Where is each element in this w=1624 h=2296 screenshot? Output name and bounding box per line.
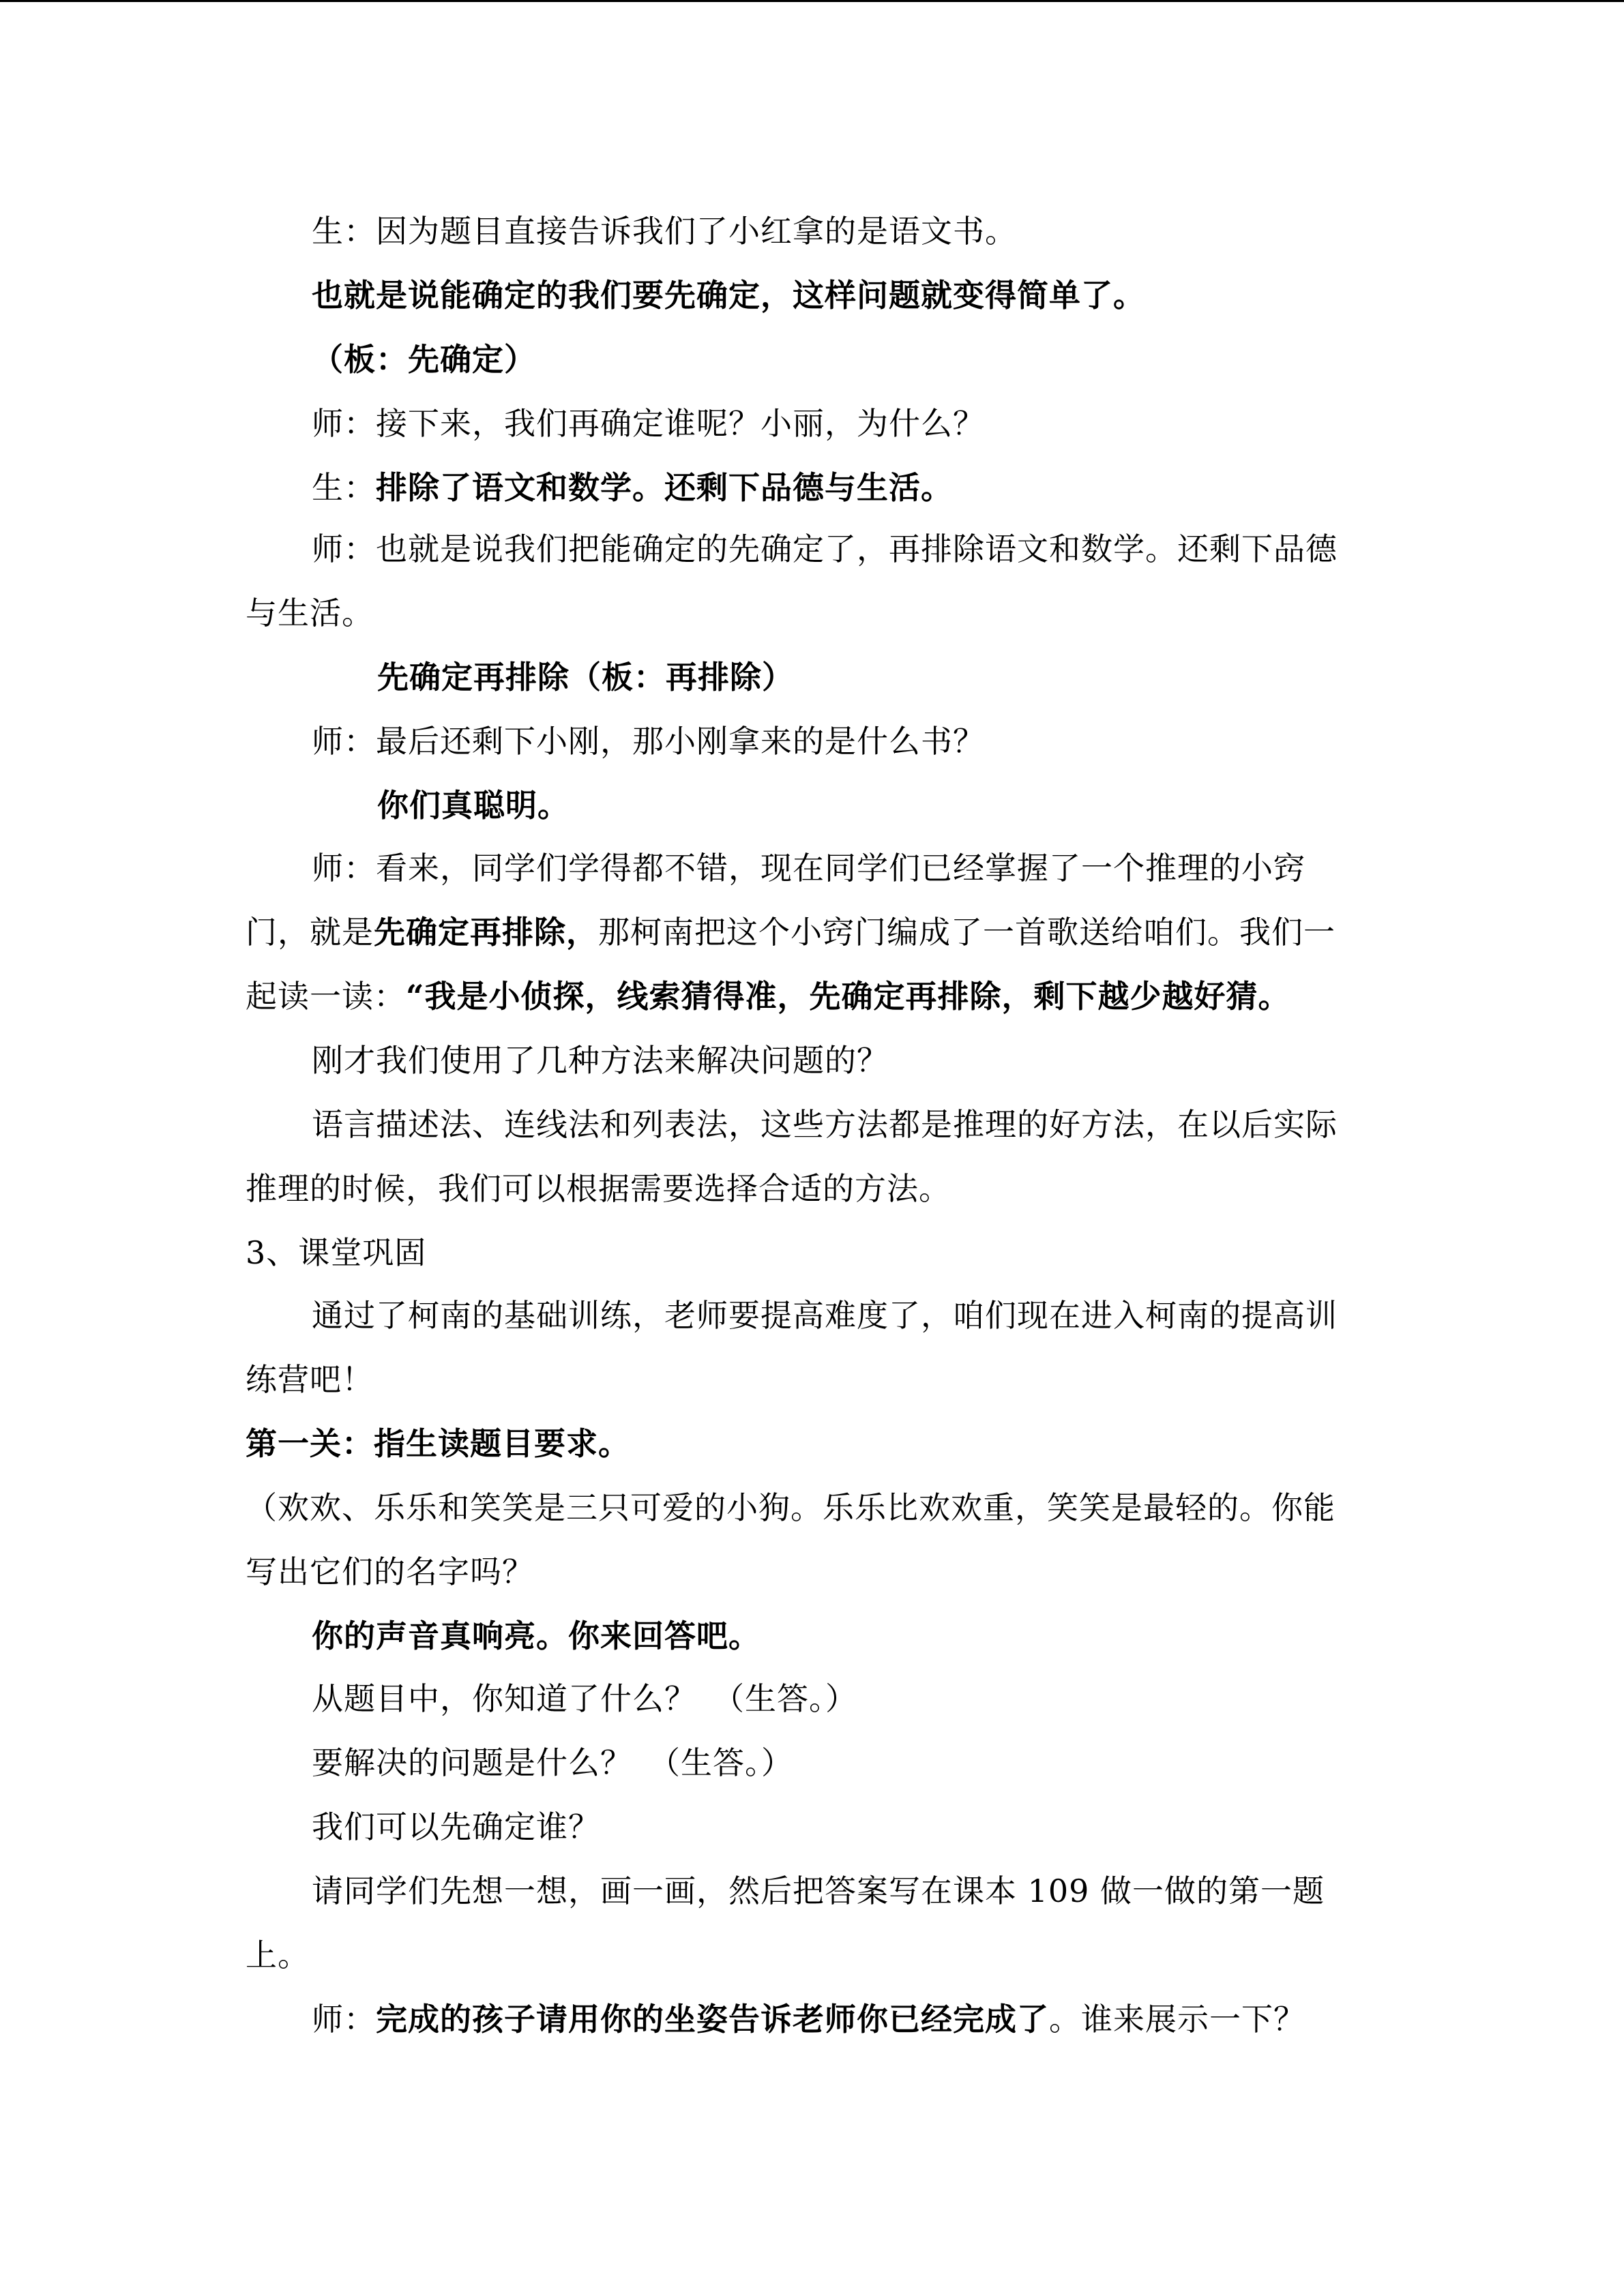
line-text-bold: 完成的孩子请用你的坐姿告诉老师你已经完成了 (376, 2001, 1049, 2038)
text-line-16 (246, 1168, 951, 1209)
line-text: 你们真聪明。 (377, 787, 570, 824)
line-text: 第一关：指生读题目要求。 (246, 1425, 630, 1462)
text-line-6 (312, 528, 1338, 569)
line-text-bold: “我是小侦探，线索猜得准，先确定再排除，剩下越少越好猜。 (406, 978, 1290, 1015)
line-text: 刚才我们使用了几种方法来解决问题的？ (312, 1042, 889, 1079)
line-text: 师：也就是说我们把能确定的先确定了，再排除语文和数学。还剩下品德 (312, 531, 1338, 567)
line-text: 我们可以先确定谁？ (312, 1808, 600, 1845)
text-line-15 (312, 1104, 1338, 1145)
line-text: 师：最后还剩下小刚，那小刚拿来的是什么书？ (312, 723, 985, 760)
line-text: （欢欢、乐乐和笑笑是三只可爱的小狗。乐乐比欢欢重，笑笑是最轻的。你能 (246, 1489, 1335, 1526)
text-line-24 (312, 1678, 857, 1719)
text-line-26 (312, 1806, 600, 1847)
line-text: 生： (312, 469, 376, 506)
text-line-11 (312, 848, 1305, 889)
text-line-10 (377, 785, 570, 826)
text-line-9 (312, 721, 985, 762)
line-text: 生：因为题目直接告诉我们了小红拿的是语文书。 (312, 213, 1017, 250)
line-text: 练营吧！ (246, 1361, 374, 1398)
text-line-21 (246, 1487, 1335, 1528)
line-text: 师：接下来，我们再确定谁呢？小丽，为什么？ (312, 405, 985, 442)
line-text: 也就是说能确定的我们要先确定，这样问题就变得简单了。 (312, 277, 1145, 314)
line-text: 3、课堂巩固 (246, 1234, 427, 1271)
line-text: 起读一读： (246, 978, 406, 1015)
text-line-4 (312, 403, 985, 444)
line-text: 语言描述法、连线法和列表法，这些方法都是推理的好方法，在以后实际 (312, 1106, 1338, 1143)
text-line-22 (246, 1551, 534, 1592)
text-line-19 (246, 1359, 374, 1400)
text-line-27 (312, 1870, 1325, 1911)
line-text: 上。 (246, 1937, 310, 1973)
line-text: 通过了柯南的基础训练，老师要提高难度了，咱们现在进入柯南的提高训 (312, 1297, 1338, 1334)
text-line-5 (312, 467, 953, 508)
text-line-2 (312, 275, 1145, 316)
text-line-12 (246, 912, 1335, 953)
text-line-3 (312, 339, 536, 380)
line-text: 先确定再排除（板：再排除） (377, 659, 794, 696)
line-text-bold: 排除了语文和数学。还剩下品德与生活。 (376, 469, 953, 506)
text-line-1 (312, 211, 1017, 252)
line-text: （板：先确定） (312, 341, 536, 378)
text-line-14 (312, 1040, 889, 1081)
line-text: 那柯南把这个小窍门编成了一首歌送给咱们。我们一 (598, 914, 1335, 951)
line-text: 门，就是 (246, 914, 374, 951)
line-text: 与生活。 (246, 595, 374, 631)
line-text: 请同学们先想一想，画一画，然后把答案写在课本 109 做一做的第一题 (312, 1873, 1325, 1909)
line-text: 师：看来，同学们学得都不错，现在同学们已经掌握了一个推理的小窍 (312, 850, 1305, 886)
text-line-23 (312, 1615, 761, 1656)
line-text: 要解决的问题是什么？ （生答。） (312, 1744, 793, 1781)
text-line-25 (312, 1742, 793, 1783)
line-text-bold: 先确定再排除， (374, 914, 598, 951)
text-line-7 (246, 593, 374, 633)
text-line-8 (377, 657, 794, 698)
line-text: 从题目中，你知道了什么？ （生答。） (312, 1680, 857, 1717)
section-heading (246, 1232, 426, 1273)
text-line-13 (246, 976, 1290, 1017)
text-line-18 (312, 1295, 1338, 1336)
text-line-29 (312, 1999, 1305, 2040)
line-text: 。谁来展示一下？ (1049, 2001, 1305, 2038)
line-text: 你的声音真响亮。你来回答吧。 (312, 1617, 761, 1654)
line-text: 师： (312, 2001, 376, 2038)
text-line-20 (246, 1423, 630, 1464)
line-text: 写出它们的名字吗？ (246, 1553, 534, 1590)
text-line-28 (246, 1935, 310, 1976)
line-text: 推理的时候，我们可以根据需要选择合适的方法。 (246, 1170, 951, 1207)
